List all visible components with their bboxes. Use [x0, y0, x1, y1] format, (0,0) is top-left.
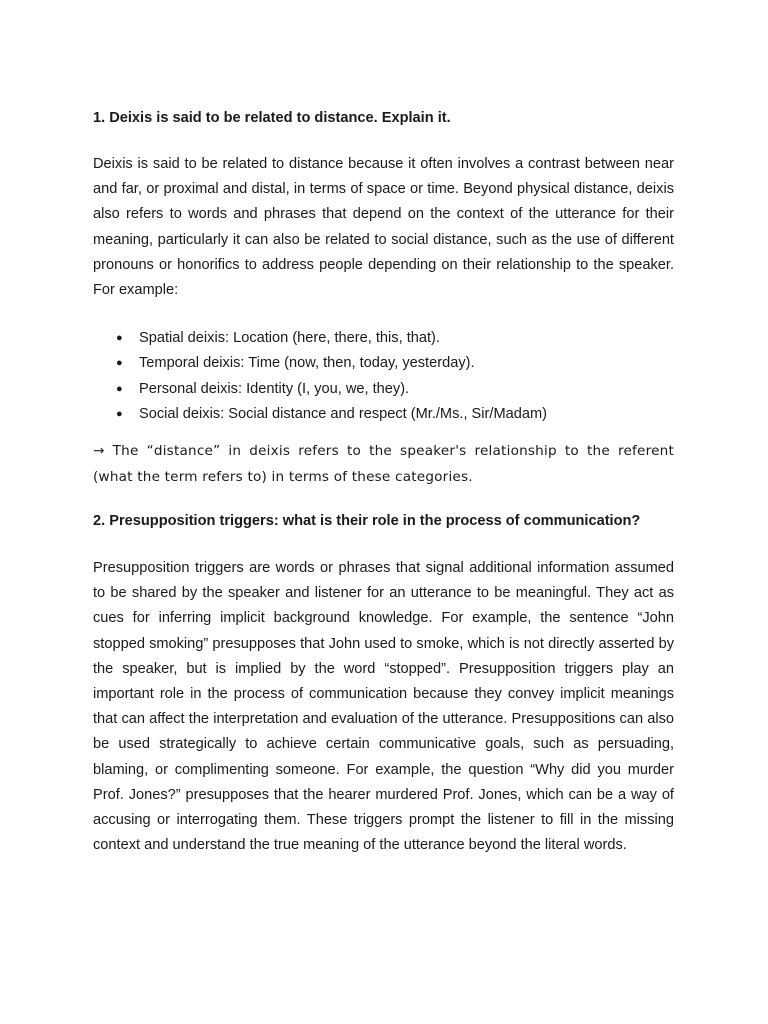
- section-2-heading: 2. Presupposition triggers: what is their role in the process of communication?: [93, 513, 641, 530]
- list-item: [93, 402, 674, 427]
- list-item: [93, 377, 674, 402]
- bullet-icon: ●: [116, 407, 123, 420]
- section-1-heading: 1. Deixis is said to be related to distance. Explain it.: [93, 110, 451, 126]
- list-item-text: Temporal deixis: Time (now, then, today, yesterday).: [139, 355, 475, 372]
- document-page: [93, 107, 674, 858]
- section-2-paragraph: Presupposition triggers are words or phrases that signal additional information assumed to be shared by the speaker and listener for an utterance to be meaningful. They act as cues for inferring implicit background knowledge. For example, the sentence “John stopped smoking” presupposes that John used to smoke, which is not directly asserted by the speaker, but is implied by the word “stopped”. Presupposition triggers play an important role in the process of communication because they convey implicit meanings that can affect the interpretation and evaluation of the utterance. Presuppositions can also be used strategically to achieve certain communicative goals, such as persuading, blaming, or complimenting someone. For example, the question “Why did you murder Prof. Jones?” presupposes that the hearer murdered Prof. Jones, which can be a way of accusing or interrogating them. These triggers prompt the listener to fill in the missing context and understand the true meaning of the utterance beyond the literal words.: [93, 560, 674, 854]
- list-item-text: Personal deixis: Identity (I, you, we, they).: [139, 380, 410, 397]
- bullet-icon: ●: [116, 332, 123, 345]
- bullet-icon: ●: [116, 357, 123, 370]
- deixis-types-list: [93, 326, 674, 427]
- section-1-paragraph: Deixis is said to be related to distance because it often involves a contrast between near and far, or proximal and distal, in terms of space or time. Beyond physical distance, deixis also refers to words and phrases that depend on the context of the utterance for their meaning, particularly it can also be related to social distance, such as the use of different pronouns or honorifics to address people depending on their relationship to the speaker. For example:: [93, 156, 674, 299]
- list-item: [93, 326, 674, 351]
- bullet-icon: ●: [116, 382, 123, 395]
- distance-note: → The “distance” in deixis refers to the speaker's relationship to the referent (what the term refers to) in terms of these categories.: [93, 443, 674, 486]
- list-item-text: Social deixis: Social distance and respect (Mr./Ms., Sir/Madam): [139, 405, 547, 422]
- list-item: [93, 351, 674, 376]
- list-item-text: Spatial deixis: Location (here, there, this, that).: [139, 330, 440, 347]
